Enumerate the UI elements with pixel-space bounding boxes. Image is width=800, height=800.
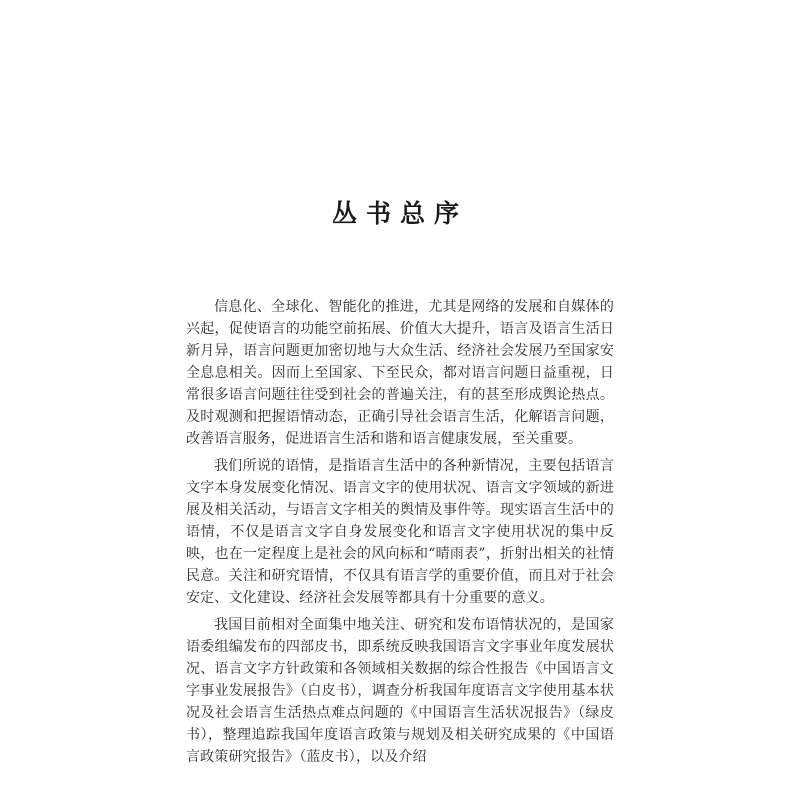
page-title: 丛书总序 (331, 199, 468, 228)
paragraph-1: 信息化、全球化、智能化的推进，尤其是网络的发展和自媒体的兴起，促使语言的功能空前拓展、价值大大提升，语言及语言生活日新月异，语言问题更加密切地与大众生活、经济社会发展乃至国家安全息息相关。因而上至国家、下至民众，都对语言问题日益重视，日常很多语言问题往往受到社会的普遍关注，有的甚至形成舆论热点。及时观测和把握语情动态，正确引导社会语言生活，化解语言问题，改善语言服务，促进语言生活和谐和语言健康发展，至关重要。 (186, 299, 614, 447)
paragraph-3: 我国目前相对全面集中地关注、研究和发布语情状况的，是国家语委组编发布的四部皮书，即系统反映我国语言文字事业年度发展状况、语言文字方针政策和各领域相关数据的综合性报告《中国语言文字事业发展报告》（白皮书），调查分析我国年度语言文字使用基本状况及社会语言生活热点难点问题的《中国语言生活状况报告》（绿皮书），整理追踪我国年度语言政策与规划及相关研究成果的《中国语言政策研究报告》（蓝皮书），以及介绍 (186, 617, 614, 765)
preface-body (186, 296, 614, 773)
paragraph-2: 我们所说的语情，是指语言生活中的各种新情况，主要包括语言文字本身发展变化情况、语言文字的使用状况、语言文字领域的新进展及相关活动，与语言文字相关的舆情及事件等。现实语言生活中的语情，不仅是语言文字自身发展变化和语言文字使用状况的集中反映，也在一定程度上是社会的风向标和“晴雨表”，折射出相关的社情民意。关注和研究语情，不仅具有语言学的重要价值，而且对于社会安定、文化建设、经济社会发展等都具有十分重要的意义。 (186, 458, 614, 606)
